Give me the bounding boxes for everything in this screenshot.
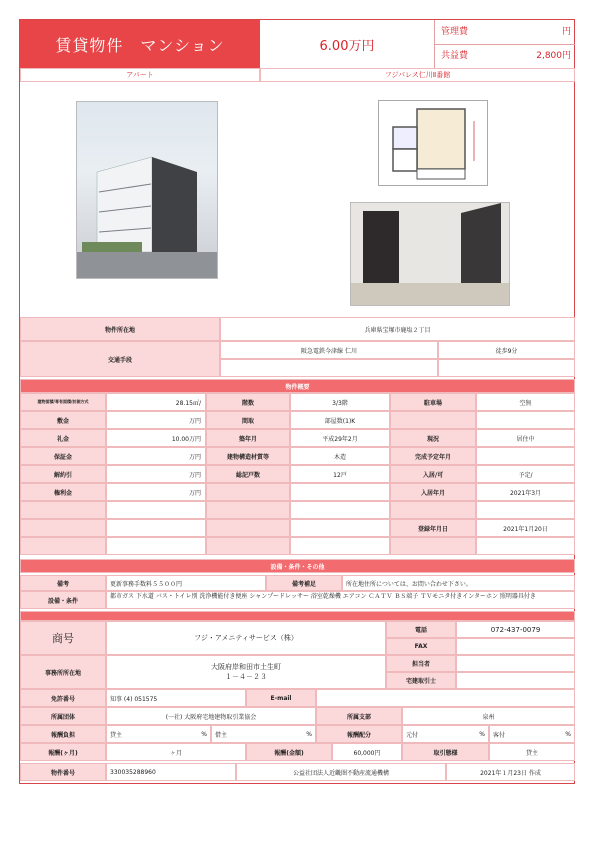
biko-hosoku-label: 備考補足 <box>266 575 342 591</box>
overview-cell: 建物面積/専有面積/計測方式 <box>20 393 106 411</box>
category: アパート <box>20 68 260 82</box>
overview-cell: 総記戸数 <box>206 465 290 483</box>
futan-karinushi: 借主 % <box>211 725 316 743</box>
overview-cell: 駐車場 <box>390 393 476 411</box>
shozoku-label: 所属団体 <box>20 707 106 725</box>
overview-cell <box>206 483 290 501</box>
menkyo-label: 免許番号 <box>20 689 106 707</box>
overview-cell: 登録年月日 <box>390 519 476 537</box>
tel-label: 電話 <box>386 621 456 638</box>
sheet-title: 賃貸物件 マンション <box>20 20 260 68</box>
location-value: 兵庫県宝塚市鹿塩２丁目 <box>220 317 575 341</box>
shibu-label: 所属支部 <box>316 707 402 725</box>
overview-cell: 平成29年2月 <box>290 429 390 447</box>
overview-cell: 万円 <box>106 465 206 483</box>
overview-cell: 万円 <box>106 483 206 501</box>
overview-cell <box>20 537 106 555</box>
overview-cell <box>390 501 476 519</box>
shogo-label: 商号 <box>20 621 106 655</box>
haibun-kyakuzuke: 客付 % <box>489 725 575 743</box>
setsubi-label: 設備・条件 <box>20 591 106 609</box>
menkyo-value: 知事 (4) 051575 <box>106 689 246 707</box>
overview-cell: 万円 <box>106 447 206 465</box>
overview-cell <box>20 501 106 519</box>
overview-cell: 保証金 <box>20 447 106 465</box>
overview-cell: 入居/可 <box>390 465 476 483</box>
hoshu-haibun-label: 報酬配分 <box>316 725 402 743</box>
overview-cell <box>206 519 290 537</box>
transport-line: 阪急電鉄今津線 仁川 <box>220 341 438 359</box>
tanto-label: 担当者 <box>386 655 456 672</box>
overview-cell: 2021年3月 <box>476 483 575 501</box>
setsubi-value: 都市ガス 下水道 バス・トイレ別 洗浄機能付き便座 シャンプードレッサー 浴室乾燥機 エアコン ＣＡＴＶ ＢＳ端子 ＴＶモニタ付きインターホン 照明器具付き <box>106 591 575 609</box>
room-photo <box>350 202 510 306</box>
overview-cell: 空無 <box>476 393 575 411</box>
haibun-motozuke: 元付 % <box>402 725 489 743</box>
takken-label: 宅建取引士 <box>386 672 456 689</box>
overview-cell: 階数 <box>206 393 290 411</box>
conditions-header: 設備・条件・その他 <box>20 559 575 573</box>
bukken-label: 物件番号 <box>20 763 106 781</box>
office-label: 事務所所在地 <box>20 655 106 689</box>
property-sheet <box>19 19 575 784</box>
overview-cell: 礼金 <box>20 429 106 447</box>
overview-header: 物件概要 <box>20 379 575 393</box>
shibu-value: 泉州 <box>402 707 575 725</box>
overview-cell: 木造 <box>290 447 390 465</box>
overview-cell: 建物構造材質等 <box>206 447 290 465</box>
biko-hosoku-value: 所在地住所については、お問い合わせ下さい。 <box>342 575 575 591</box>
overview-cell: 部屋数(1)K <box>290 411 390 429</box>
fax-value <box>456 638 575 655</box>
hoshu-month-value: ヶ月 <box>106 743 246 761</box>
torihiki-value: 貸主 <box>489 743 575 761</box>
overview-cell: 10.00万円 <box>106 429 206 447</box>
overview-cell: 入居年月 <box>390 483 476 501</box>
company-bar <box>20 611 575 621</box>
building-name: フジパレス仁川Ⅱ番館 <box>260 68 575 82</box>
biko-value: 更新事務手数料５５００円 <box>106 575 266 591</box>
overview-cell: 2021年1月20日 <box>476 519 575 537</box>
biko-label: 備考 <box>20 575 106 591</box>
futan-kashinushi: 貸主 % <box>106 725 211 743</box>
building-photo <box>76 101 218 279</box>
hoshu-month-label: 報酬(ヶ月) <box>20 743 106 761</box>
tel-value: 072-437-0079 <box>456 621 575 638</box>
overview-cell <box>206 537 290 555</box>
overview-cell: 居住中 <box>476 429 575 447</box>
hoshu-kingaku-value: 60,000円 <box>332 743 402 761</box>
overview-cell <box>290 501 390 519</box>
overview-cell <box>290 537 390 555</box>
overview-cell <box>476 411 575 429</box>
overview-cell: 間取 <box>206 411 290 429</box>
overview-cell <box>390 411 476 429</box>
kanri-value: 円 <box>561 27 571 37</box>
overview-cell: 完成予定年月 <box>390 447 476 465</box>
overview-cell: 現況 <box>390 429 476 447</box>
overview-cell <box>476 537 575 555</box>
office-line1: 大阪府岸和田市土生町 <box>211 663 281 671</box>
overview-cell: 敷金 <box>20 411 106 429</box>
overview-cell <box>20 519 106 537</box>
torihiki-label: 取引態様 <box>402 743 489 761</box>
overview-cell <box>390 537 476 555</box>
overview-cell: 万円 <box>106 411 206 429</box>
kanri-label: 管理費 <box>441 27 469 37</box>
overview-cell: 予定/ <box>476 465 575 483</box>
overview-cell <box>106 501 206 519</box>
office-line2: １－４－２３ <box>225 673 267 681</box>
overview-cell: 3/3階 <box>290 393 390 411</box>
hoshu-futan-label: 報酬負担 <box>20 725 106 743</box>
transport-label: 交通手段 <box>20 341 220 377</box>
shogo-value: フジ・アメニティサービス（株） <box>106 621 386 655</box>
overview-cell: 築年月 <box>206 429 290 447</box>
overview-cell <box>476 501 575 519</box>
overview-cell: 権利金 <box>20 483 106 501</box>
overview-cell: 12戸 <box>290 465 390 483</box>
overview-cell: 解約引 <box>20 465 106 483</box>
hoshu-kingaku-label: 報酬(金額) <box>246 743 332 761</box>
floor-plan <box>378 100 488 186</box>
overview-cell: 28.15㎡/ <box>106 393 206 411</box>
overview-cell <box>106 519 206 537</box>
transport-walk: 徒歩9分 <box>438 341 575 359</box>
overview-cell <box>290 519 390 537</box>
shozoku-value: (一社) 大阪府宅地建物取引業協会 <box>106 707 316 725</box>
location-label: 物件所在地 <box>20 317 220 341</box>
kyoeki-label: 共益費 <box>441 51 469 61</box>
overview-cell <box>476 447 575 465</box>
email-label: E-mail <box>246 689 316 707</box>
rent-price: 6.00万円 <box>260 20 435 68</box>
footer-org: 公益社団法人近畿圏不動産流通機構 <box>236 763 446 781</box>
overview-cell <box>290 483 390 501</box>
bukken-value: 330035288960 <box>106 763 236 781</box>
office-address <box>106 655 386 689</box>
footer-created: 2021年１月23日 作成 <box>446 763 575 781</box>
overview-cell <box>206 501 290 519</box>
fax-label: FAX <box>386 638 456 655</box>
kyoeki-value: 2,800円 <box>536 51 571 61</box>
overview-cell <box>106 537 206 555</box>
